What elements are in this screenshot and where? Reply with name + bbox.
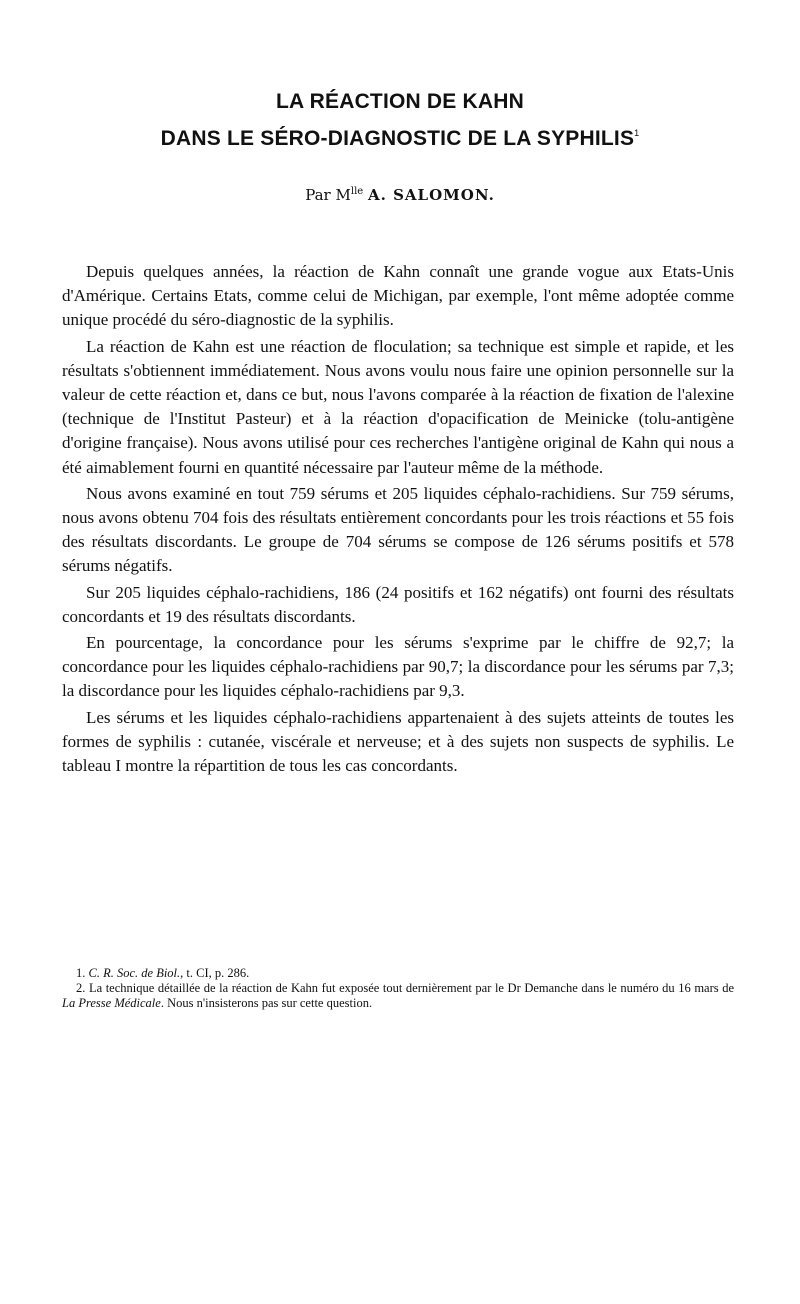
article-title-line-2 — [60, 127, 740, 151]
paragraph-6: Les sérums et les liquides céphalo-rachidiens appartenaient à des sujets atteints de toutes les formes de syphilis : cutanée, viscérale et nerveuse; et à des sujets non suspects de syphilis. Le tableau I montre la répartition de tous les cas concordants. — [62, 707, 734, 776]
footnote-2 — [62, 981, 734, 1011]
byline-honorific-sup: lle — [350, 186, 364, 197]
footnote-2-text: La technique détaillée de la réaction de Kahn fut exposée tout dernièrement par le Dr Demanche dans le numéro du 16 mars de — [88, 981, 735, 995]
paragraph-3: Nous avons examiné en tout 759 sérums et 205 liquides céphalo-rachidiens. Sur 759 sérums, nous avons obtenu 704 fois des résultats entièrement concordants pour les trois réactions et 55 fois des résultats discordants. Le groupe de 704 sérums se compose de 126 sérums positifs et 578 sérums négatifs. — [62, 483, 734, 576]
footnotes — [62, 966, 734, 1011]
byline — [60, 186, 740, 204]
author-name: A. SALOMON. — [367, 186, 495, 204]
paragraph-5: En pourcentage, la concordance pour les sérums s'exprime par le chiffre de 92,7; la concordance pour les liquides céphalo-rachidiens par 90,7; la discordance pour les sérums par 7,3; la discordance pour les liquides céphalo-rachidiens par 9,3. — [62, 633, 734, 701]
paragraph-1: Depuis quelques années, la réaction de Kahn connaît une grande vogue aux Etats-Unis d'Amérique. Certains Etats, comme celui de Michigan, par exemple, l'ont même adoptée comme unique procédé du séro-diagnostic de la syphilis. — [62, 262, 734, 330]
byline-honorific-letter: M — [335, 186, 351, 204]
paragraph-2: La réaction de Kahn est une réaction de floculation; sa technique est simple et rapide, et les résultats s'obtiennent immédiatement. Nous avons voulu nous faire une opinion personnelle sur la valeur de cette réaction et, dans ce but, nous l'avons comparée à la réaction de fixation de l'alexine (technique de l'Institut Pasteur) et à la réaction d'opacification de Meinicke (tolu-antigène d'origine française). Nous avons utilisé pour ces recherches l'antigène original de Kahn qui nous a été aimablement fourni en quantité nécessaire par l'auteur même de la méthode. — [62, 336, 734, 477]
footnote-1 — [62, 966, 734, 981]
byline-honorific — [336, 186, 364, 204]
paragraph-4: Sur 205 liquides céphalo-rachidiens, 186 (24 positifs et 162 négatifs) ont fourni des résultats concordants et 19 des résultats discordants. — [62, 582, 734, 626]
article-body — [62, 260, 734, 778]
footnote-1-number: 1. — [76, 966, 86, 980]
title-footnote-marker: 1 — [634, 128, 640, 138]
footnote-2-number: 2. — [76, 981, 86, 995]
footnote-2-journal: La Presse Médicale — [62, 996, 161, 1010]
article-title-line-2-text: DANS LE SÉRO-DIAGNOSTIC DE LA SYPHILIS — [160, 127, 635, 150]
article-title-line-1: LA RÉACTION DE KAHN — [275, 90, 525, 113]
footnote-1-reference: C. R. Soc. de Biol. — [88, 966, 181, 980]
footnote-1-page: , t. CI, p. 286. — [180, 966, 250, 980]
footnote-2-text-end: . Nous n'insisterons pas sur cette question. — [160, 996, 373, 1010]
byline-prefix: Par — [305, 186, 331, 204]
